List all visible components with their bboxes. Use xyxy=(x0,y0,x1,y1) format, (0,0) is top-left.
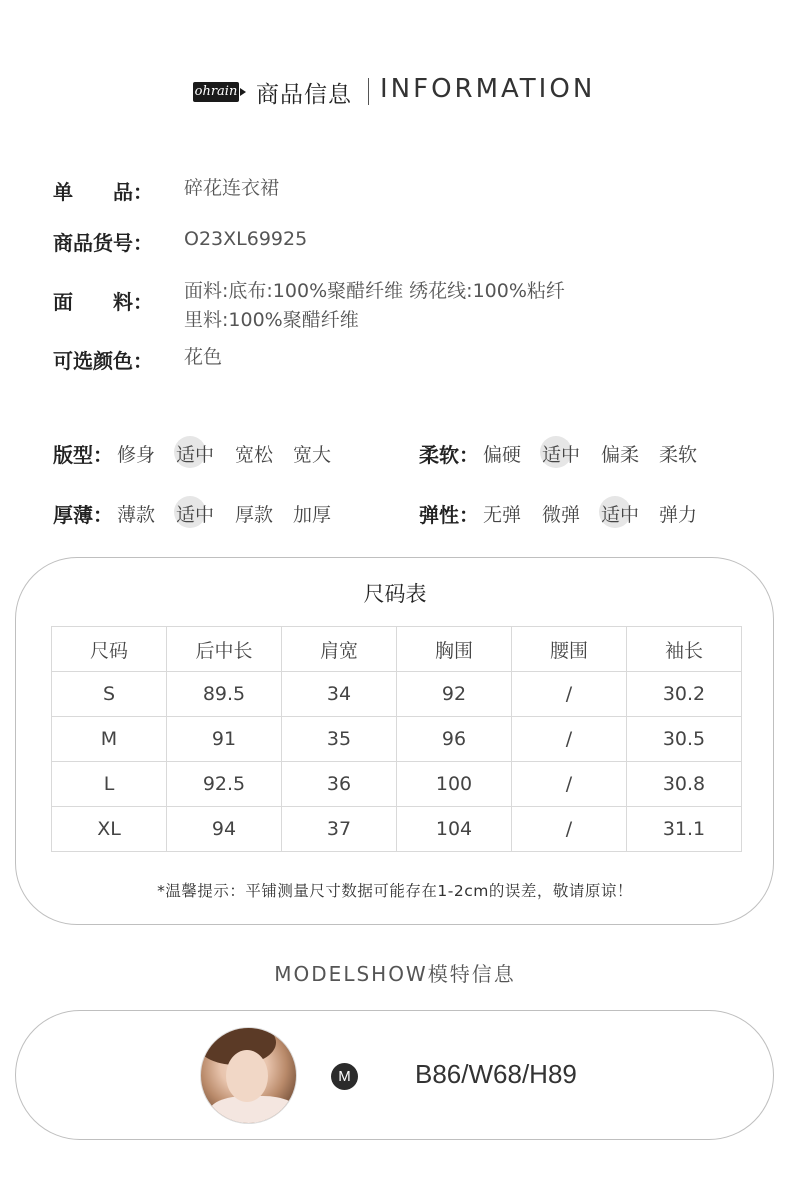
table-cell: 89.5 xyxy=(167,672,282,717)
table-cell: / xyxy=(512,807,627,852)
table-header-cell: 尺码 xyxy=(52,627,167,672)
model-size-badge: M xyxy=(331,1063,358,1090)
table-cell: 104 xyxy=(397,807,512,852)
attr-option-softness-selected: 适中 xyxy=(542,440,580,467)
attr-option-fit: 宽松 xyxy=(235,444,274,466)
table-cell: 35 xyxy=(282,717,397,762)
info-value-fabric-line2: 里料:100%聚醋纤维 xyxy=(184,309,359,331)
attr-option-elasticity: 无弹 xyxy=(483,504,522,526)
attr-option-softness: 偏硬 xyxy=(483,444,522,466)
attr-option-thickness: 厚款 xyxy=(235,504,274,526)
info-label-sku: 商品货号： xyxy=(53,231,153,255)
table-header-cell: 后中长 xyxy=(167,627,282,672)
size-table-title: 尺码表 xyxy=(363,582,427,606)
model-avatar xyxy=(200,1027,297,1124)
attr-label-thickness: 厚薄： xyxy=(53,503,113,527)
table-cell: 100 xyxy=(397,762,512,807)
table-cell: S xyxy=(52,672,167,717)
table-cell: / xyxy=(512,717,627,762)
table-cell: 30.8 xyxy=(627,762,742,807)
table-cell: / xyxy=(512,762,627,807)
attr-option-thickness: 加厚 xyxy=(293,504,332,526)
table-header-row xyxy=(52,627,742,672)
header xyxy=(0,72,790,112)
table-cell: L xyxy=(52,762,167,807)
size-table xyxy=(51,626,742,852)
table-row xyxy=(52,762,742,807)
table-row xyxy=(52,672,742,717)
brand-logo: ohrain xyxy=(193,82,239,102)
info-value-fabric-line1: 面料:底布:100%聚醋纤维 绣花线:100%粘纤 xyxy=(184,280,565,302)
table-cell: 34 xyxy=(282,672,397,717)
table-cell: 30.5 xyxy=(627,717,742,762)
table-header-cell: 胸围 xyxy=(397,627,512,672)
attr-option-thickness-selected: 适中 xyxy=(176,500,214,527)
table-cell: 92.5 xyxy=(167,762,282,807)
table-cell: 31.1 xyxy=(627,807,742,852)
table-cell: 36 xyxy=(282,762,397,807)
table-cell: / xyxy=(512,672,627,717)
attr-option-fit: 修身 xyxy=(117,444,156,466)
table-header-cell: 袖长 xyxy=(627,627,742,672)
table-row xyxy=(52,807,742,852)
table-cell: 37 xyxy=(282,807,397,852)
table-cell: 30.2 xyxy=(627,672,742,717)
attr-label-fit: 版型： xyxy=(53,443,113,467)
info-label-fabric: 面 料： xyxy=(53,290,153,314)
table-cell: M xyxy=(52,717,167,762)
table-cell: 92 xyxy=(397,672,512,717)
attr-option-elasticity: 弹力 xyxy=(659,504,698,526)
table-cell: 94 xyxy=(167,807,282,852)
table-cell: 91 xyxy=(167,717,282,762)
table-cell: XL xyxy=(52,807,167,852)
table-cell: 96 xyxy=(397,717,512,762)
attr-label-softness: 柔软： xyxy=(419,443,479,467)
info-label-color: 可选颜色： xyxy=(53,349,153,373)
attr-option-softness: 柔软 xyxy=(659,444,698,466)
info-value-color: 花色 xyxy=(184,346,223,368)
model-info-card xyxy=(15,1010,774,1140)
header-title-en: INFORMATION xyxy=(380,74,596,104)
attr-option-elasticity-selected: 适中 xyxy=(601,500,639,527)
header-divider xyxy=(368,78,369,105)
measurement-tip: *温馨提示：平铺测量尺寸数据可能存在1-2cm的误差，敬请原谅！ xyxy=(157,882,633,900)
attr-option-softness: 偏柔 xyxy=(601,444,640,466)
attr-option-elasticity: 微弹 xyxy=(542,504,581,526)
attr-option-fit: 宽大 xyxy=(293,444,332,466)
info-label-item: 单 品： xyxy=(53,180,153,204)
avatar-face xyxy=(226,1050,268,1102)
info-value-sku: O23XL69925 xyxy=(184,228,308,250)
logo-arrow-icon xyxy=(240,88,246,96)
model-section-title: MODELSHOW模特信息 xyxy=(274,962,516,986)
table-header-cell: 腰围 xyxy=(512,627,627,672)
attr-option-fit-selected: 适中 xyxy=(176,440,214,467)
model-measurements: B86/W68/H89 xyxy=(415,1059,577,1089)
table-header-cell: 肩宽 xyxy=(282,627,397,672)
attr-option-thickness: 薄款 xyxy=(117,504,156,526)
info-value-item: 碎花连衣裙 xyxy=(184,177,280,199)
header-title-cn: 商品信息 xyxy=(256,82,352,108)
attr-label-elasticity: 弹性： xyxy=(419,503,479,527)
table-row xyxy=(52,717,742,762)
